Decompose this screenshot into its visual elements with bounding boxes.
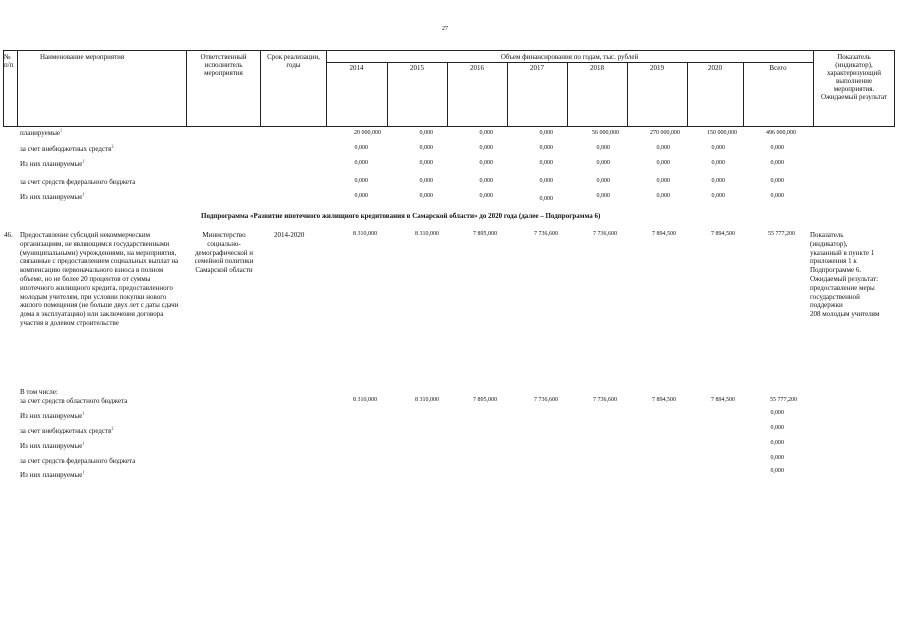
value-cell: 56 000,000 (592, 130, 619, 136)
row-label: Из них планируемые$^1$ (20, 410, 85, 420)
value-cell: 0,000 (539, 196, 553, 202)
row-label: за счет внебюджетных средств$^2$ (20, 143, 114, 153)
header-year: 2018 (590, 64, 604, 72)
row-label: Из них планируемые$^1$ (20, 469, 85, 479)
value-cell: 7 895,000 (473, 397, 497, 403)
value-cell: 0,000 (656, 160, 670, 166)
value-cell: 0,000 (656, 193, 670, 199)
value-cell: 150 000,000 (707, 130, 737, 136)
value-cell: 0,000 (656, 178, 670, 184)
value-cell: 0,000 (770, 178, 784, 184)
value-cell: 55 777,200 (768, 231, 795, 237)
row-label: Из них планируемые$^1$ (20, 191, 85, 201)
row-label: за счет внебюджетных средств$^2$ (20, 425, 114, 435)
value-cell: 0,000 (770, 440, 784, 446)
value-cell: 55 777,200 (770, 397, 797, 403)
subprogram-title: Подпрограмма «Развитие ипотечного жилищного кредитования в Самарской области» до 2020 года (далее – Подпрограмма 6) (201, 212, 601, 220)
value-cell: 0,000 (711, 145, 725, 151)
value-cell: 0,000 (419, 160, 433, 166)
value-cell: 270 000,000 (650, 130, 680, 136)
header-funding: Объем финансирования по годам, тыс. рублей (500, 53, 639, 61)
value-cell: 0,000 (596, 193, 610, 199)
value-cell: 20 000,000 (354, 130, 381, 136)
value-cell: 0,000 (770, 425, 784, 431)
header-year: 2016 (470, 64, 484, 72)
value-cell: 0,000 (419, 145, 433, 151)
header-year-total: Всего (769, 64, 787, 72)
col-border (326, 50, 327, 127)
value-cell: 0,000 (539, 178, 553, 184)
value-cell: 8 310,000 (353, 231, 377, 237)
value-cell: 0,000 (539, 160, 553, 166)
value-cell: 0,000 (419, 178, 433, 184)
value-cell: 0,000 (479, 130, 493, 136)
row-label: за счет средств федерального бюджета (20, 178, 136, 186)
value-cell: 0,000 (711, 178, 725, 184)
value-cell: 0,000 (711, 193, 725, 199)
item-indicator: Показатель (индикатор), указанный в пункте 1 приложения 1 к Подпрограмме 6. Ожидаемый результат: предоставление меры государственной поддержки 208 молодым учителям (810, 231, 880, 319)
years-row-border (326, 62, 813, 63)
col-border (17, 50, 18, 127)
value-cell: 7 736,600 (534, 231, 558, 237)
value-cell: 0,000 (596, 160, 610, 166)
value-cell: 7 895,000 (473, 231, 497, 237)
header-year: 2015 (410, 64, 424, 72)
item-name: Предоставление субсидий некоммерческим организациям, не являющимся государственными (муниципальными) учреждениями, на мероприятия, связанные с предоставлением социальных выплат на компенсацию первоначального взноса в полном объеме, но не более 20 процентов от суммы ипотечного жилищного кредита, предоставленного молодым учителям, при условии покупки нового жилого помещения (не больше двух лет с даты сдачи дома в эксплуатацию) или заключения договора участия в долевом строительстве (20, 231, 179, 327)
value-cell: 0,000 (479, 160, 493, 166)
value-cell: 8 310,000 (415, 397, 439, 403)
header-year: 2020 (708, 64, 722, 72)
value-cell: 0,000 (539, 145, 553, 151)
value-cell: 8 310,000 (353, 397, 377, 403)
value-cell: 0,000 (770, 145, 784, 151)
value-cell: 0,000 (770, 468, 784, 474)
value-cell: 0,000 (770, 410, 784, 416)
value-cell: 0,000 (479, 193, 493, 199)
row-label: за счет средств федерального бюджета (20, 457, 136, 465)
value-cell: 0,000 (770, 193, 784, 199)
value-cell: 0,000 (596, 178, 610, 184)
header-indicator: Показатель (индикатор), характеризующий выполнение мероприятия. Ожидаемый результат (820, 53, 888, 101)
value-cell: 0,000 (419, 130, 433, 136)
row-label: планируемые$^1$ (20, 127, 63, 137)
value-cell: 0,000 (770, 455, 784, 461)
value-cell: 7 894,500 (711, 397, 735, 403)
value-cell: 7 894,500 (652, 397, 676, 403)
including-label: В том числе: (20, 388, 58, 396)
value-cell: 0,000 (596, 145, 610, 151)
value-cell: 0,000 (711, 160, 725, 166)
header-term: Срок реализации, годы (267, 53, 320, 69)
value-cell: 0,000 (539, 130, 553, 136)
value-cell: 0,000 (354, 193, 368, 199)
value-cell: 7 894,500 (652, 231, 676, 237)
row-label: Из них планируемые$^1$ (20, 440, 85, 450)
value-cell: 0,000 (656, 145, 670, 151)
value-cell: 0,000 (479, 145, 493, 151)
header-num: № п/п (4, 53, 14, 69)
value-cell: 7 736,600 (593, 231, 617, 237)
value-cell: 8 310,000 (415, 231, 439, 237)
row-label: Из них планируемые$^1$ (20, 158, 85, 168)
item-responsible: Министерство социально- демографической и семейной политики Самарской области (194, 231, 254, 275)
value-cell: 0,000 (354, 160, 368, 166)
value-cell: 0,000 (770, 160, 784, 166)
item-number: 46. (4, 231, 13, 239)
value-cell: 496 000,000 (766, 130, 796, 136)
value-cell: 0,000 (354, 145, 368, 151)
value-cell: 0,000 (419, 193, 433, 199)
value-cell: 7 736,600 (593, 397, 617, 403)
page-number: 27 (442, 26, 448, 32)
header-top-border (3, 50, 894, 51)
value-cell: 7 894,500 (711, 231, 735, 237)
row-label: за счет средств областного бюджета (20, 397, 128, 405)
header-year: 2017 (530, 64, 544, 72)
value-cell: 7 736,600 (534, 397, 558, 403)
header-name: Наименование мероприятия (40, 53, 125, 61)
header-responsible: Ответственный исполнитель мероприятия (200, 53, 247, 77)
item-term: 2014-2020 (274, 231, 305, 239)
value-cell: 0,000 (479, 178, 493, 184)
value-cell: 0,000 (354, 178, 368, 184)
header-year: 2014 (349, 64, 364, 72)
header-bottom-border (3, 126, 894, 127)
col-border (894, 50, 895, 127)
header-year: 2019 (650, 64, 664, 72)
